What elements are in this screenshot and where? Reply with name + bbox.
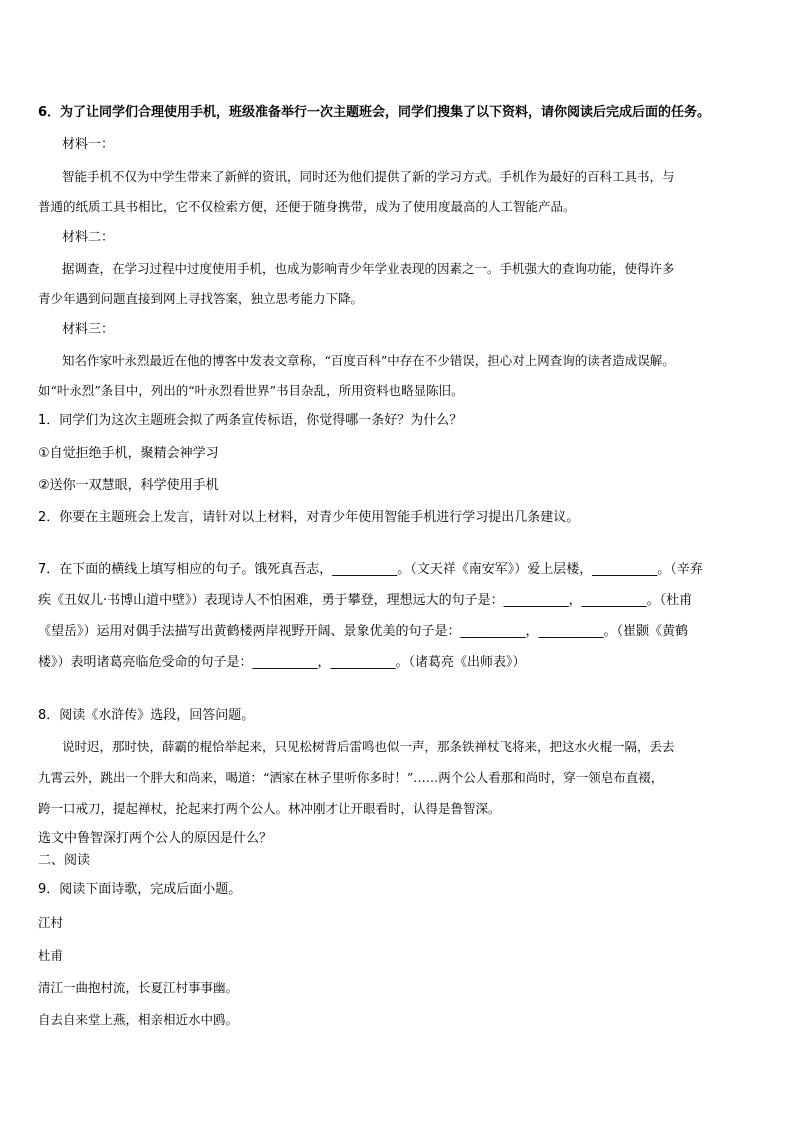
question-9-text: 9．阅读下面诗歌，完成后面小题。: [38, 882, 242, 897]
poem-line-2: 自去自来堂上燕，相亲相近水中鸥。: [38, 1012, 239, 1027]
question-7-line-3: 《望岳》）运用对偶手法描写出黄鹤楼两岸视野开阔、景象优美的句子是：__________，__________。（崔颢《黄鹤: [38, 624, 689, 639]
material-3-heading: 材料三：: [62, 322, 115, 337]
slogan-option-1: ①自觉拒绝手机，聚精会神学习: [38, 446, 219, 461]
material-2-paragraph-cont: 青少年遇到问题直接到网上寻找答案，独立思考能力下降。: [38, 291, 364, 306]
question-8-prompt: 选文中鲁智深打两个公人的原因是什么？: [38, 831, 273, 846]
material-1-heading: 材料一：: [62, 137, 115, 152]
slogan-option-2: ②送你一双慧眼，科学使用手机: [38, 478, 219, 493]
poem-author: 杜甫: [38, 948, 64, 963]
excerpt-line-3: 跨一口戒刀，提起禅杖，抡起来打两个公人。林冲刚才让开眼看时，认得是鲁智深。: [38, 801, 501, 816]
question-6-text: 6．为了让同学们合理使用手机，班级准备举行一次主题班会，同学们搜集了以下资料，请你阅读后完成后面的任务。: [38, 105, 711, 120]
poem-title: 江村: [38, 915, 64, 930]
sub-question-1: 1．同学们为这次主题班会拟了两条宣传标语，你觉得哪一条好？为什么？: [38, 413, 463, 428]
excerpt-line-1: 说时迟，那时快，薛霸的棍恰举起来，只见松树背后雷鸣也似一声，那条铁禅杖飞将来，把这水火棍一隔，丢去: [62, 739, 675, 754]
section-heading-reading: 二、阅读: [38, 853, 91, 868]
poem-line-1: 清江一曲抱村流，长夏江村事事幽。: [38, 980, 239, 995]
excerpt-line-2: 九霄云外，跳出一个胖大和尚来，喝道：“洒家在林子里听你多时！”……两个公人看那和尚时，穿一领皂布直裰，: [38, 770, 664, 785]
material-2-paragraph: 据调查，在学习过程中过度使用手机，也成为影响青少年学业表现的因素之一。手机强大的查询功能，使得许多: [62, 261, 675, 276]
material-1-paragraph-cont: 普通的纸质工具书相比，它不仅检索方便，还便于随身携带，成为了使用度最高的人工智能产品。: [38, 199, 576, 214]
material-3-paragraph: 知名作家叶永烈最近在他的博客中发表文章称，“百度百科”中存在不少错误，担心对上网查询的读者造成误解。: [62, 353, 675, 368]
material-2-heading: 材料二：: [62, 230, 115, 245]
material-1-paragraph: 智能手机不仅为中学生带来了新鲜的资讯，同时还为他们提供了新的学习方式。手机作为最好的百科工具书，与: [62, 169, 675, 184]
sub-question-2: 2．你要在主题班会上发言，请针对以上材料，对青少年使用智能手机进行学习提出几条建议。: [38, 510, 580, 525]
question-8-text: 8．阅读《水浒传》选段，回答问题。: [38, 708, 255, 723]
material-3-paragraph-cont: 如“叶永烈”条目中，列出的“叶永烈看世界”书目杂乱，所用资料也略显陈旧。: [38, 383, 464, 398]
question-7-line-1: 7．在下面的横线上填写相应的句子。饿死真吾志，__________。（文天祥《南安军》）爱上层楼，__________。（辛弃: [38, 562, 703, 577]
question-7-line-2: 疾《丑奴儿·书博山道中壁》）表现诗人不怕困难，勇于攀登，理想远大的句子是：__________，__________。（杜甫: [38, 593, 693, 608]
question-7-line-4: 楼》）表明诸葛亮临危受命的句子是：__________，__________。（诸葛亮《出师表》）: [38, 655, 526, 670]
